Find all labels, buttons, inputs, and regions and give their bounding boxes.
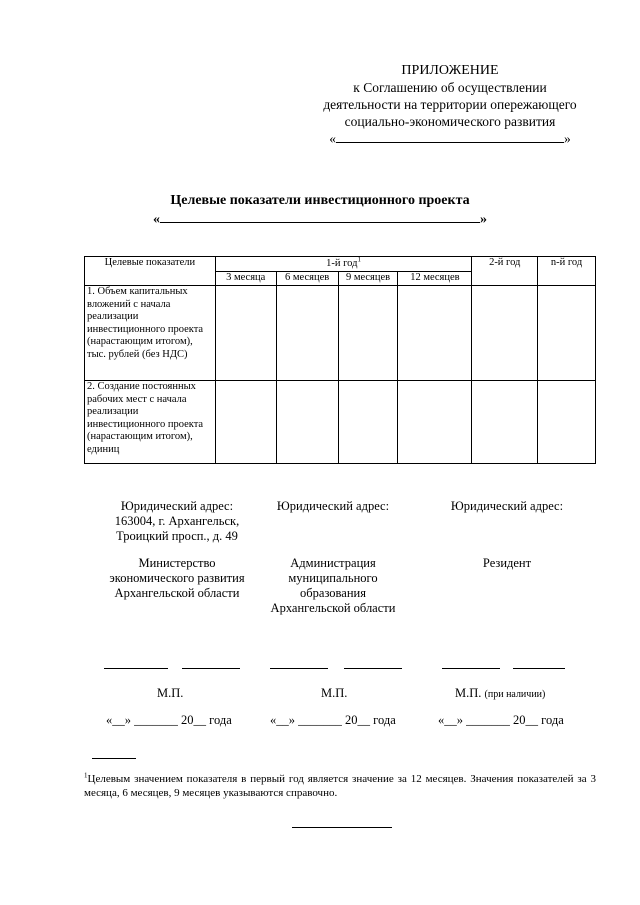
party-name-line: Администрация — [290, 556, 376, 570]
address-line: 163004, г. Архангельск, — [114, 514, 240, 528]
table-cell — [338, 381, 398, 464]
stamp-left: М.П. — [157, 686, 184, 700]
quote-close: » — [480, 212, 487, 227]
appendix-line-4: социально-экономического развития — [344, 114, 556, 129]
footnote-marker: 1 — [84, 771, 88, 780]
party-name-line: Архангельской области — [114, 586, 240, 600]
appendix-line-5 — [300, 130, 600, 147]
address-label: Юридический адрес: — [120, 499, 234, 513]
party-left-name — [92, 556, 262, 601]
signature-line — [182, 668, 240, 669]
footnote-ref: 1 — [357, 255, 361, 264]
appendix-line-3: деятельности на территории опережающего — [323, 97, 577, 112]
table-cell — [215, 286, 276, 381]
table-cell — [538, 286, 596, 381]
date-middle: «__» _______ 20__ года — [270, 713, 396, 727]
appendix-header — [300, 62, 600, 147]
stamp-optional-note: (при наличии) — [484, 689, 546, 700]
address-label: Юридический адрес: — [450, 499, 564, 513]
address-label: Юридический адрес: — [276, 499, 390, 513]
party-name-line: экономического развития — [109, 571, 245, 585]
signature-line — [442, 668, 500, 669]
party-name-line: муниципального — [288, 571, 378, 585]
party-middle-name — [258, 556, 408, 616]
table-cell — [538, 381, 596, 464]
signature-line — [513, 668, 565, 669]
signature-line — [344, 668, 402, 669]
indicators-table — [84, 256, 596, 464]
end-separator — [292, 827, 392, 828]
signature-line — [270, 668, 328, 669]
party-name-line: образования — [300, 586, 366, 600]
row-label-capital-investment: 1. Объем капитальных вложений с начала реализации инвестиционного проекта (нарастающим итогом), тыс. рублей (без НДС) — [85, 286, 216, 381]
appendix-title: ПРИЛОЖЕНИЕ — [401, 63, 499, 78]
header-year-2: 2-й год — [472, 257, 538, 286]
party-name-line: Резидент — [482, 556, 532, 570]
project-name-line — [0, 210, 640, 229]
appendix-line-2: к Соглашению об осуществлении — [353, 80, 547, 95]
stamp-right: М.П. (при наличии) — [455, 686, 546, 700]
header-year-n: n-й год — [538, 257, 596, 286]
table-cell — [276, 286, 338, 381]
stamp-middle: М.П. — [321, 686, 348, 700]
party-right-address — [432, 499, 582, 514]
party-middle-address — [258, 499, 408, 514]
footnote-separator — [92, 758, 136, 759]
table-cell — [215, 381, 276, 464]
party-right-name — [432, 556, 582, 571]
header-9-months: 9 месяцев — [338, 272, 398, 286]
table-cell — [398, 286, 472, 381]
table-cell — [398, 381, 472, 464]
table-cell — [472, 381, 538, 464]
address-line: Троицкий просп., д. 49 — [116, 529, 238, 543]
header-year-1: 1-й год$^1$ — [215, 257, 472, 272]
table-cell — [276, 381, 338, 464]
party-left-address — [92, 499, 262, 544]
blank-line — [336, 130, 436, 143]
table-cell — [472, 286, 538, 381]
footnote — [84, 772, 596, 800]
header-indicators: Целевые показатели — [85, 257, 216, 286]
table-row — [85, 286, 596, 381]
footnote-text: Целевым значением показателя в первый год является значение за 12 месяцев. Значения показателей за 3 месяца, 6 месяцев, 9 месяцев указываются справочно. — [84, 773, 596, 799]
party-name-line: Министерство — [138, 556, 216, 570]
page-title: Целевые показатели инвестиционного проекта — [170, 193, 470, 208]
header-3-months: 3 месяца — [215, 272, 276, 286]
quote-open: « — [329, 131, 336, 146]
blank-line — [436, 130, 564, 143]
blank-line — [320, 210, 480, 223]
header-12-months: 12 месяцев — [398, 272, 472, 286]
row-label-jobs: 2. Создание постоянных рабочих мест с начала реализации инвестиционного проекта (нарастающим итогом), единиц — [85, 381, 216, 464]
header-6-months: 6 месяцев — [276, 272, 338, 286]
quote-open: « — [153, 212, 160, 227]
quote-close: » — [564, 131, 571, 146]
table-row — [85, 381, 596, 464]
signature-line — [104, 668, 168, 669]
table-cell — [338, 286, 398, 381]
blank-line — [160, 210, 320, 223]
party-name-line: Архангельской области — [270, 601, 396, 615]
date-left: «__» _______ 20__ года — [106, 713, 232, 727]
date-right: «__» _______ 20__ года — [438, 713, 564, 727]
